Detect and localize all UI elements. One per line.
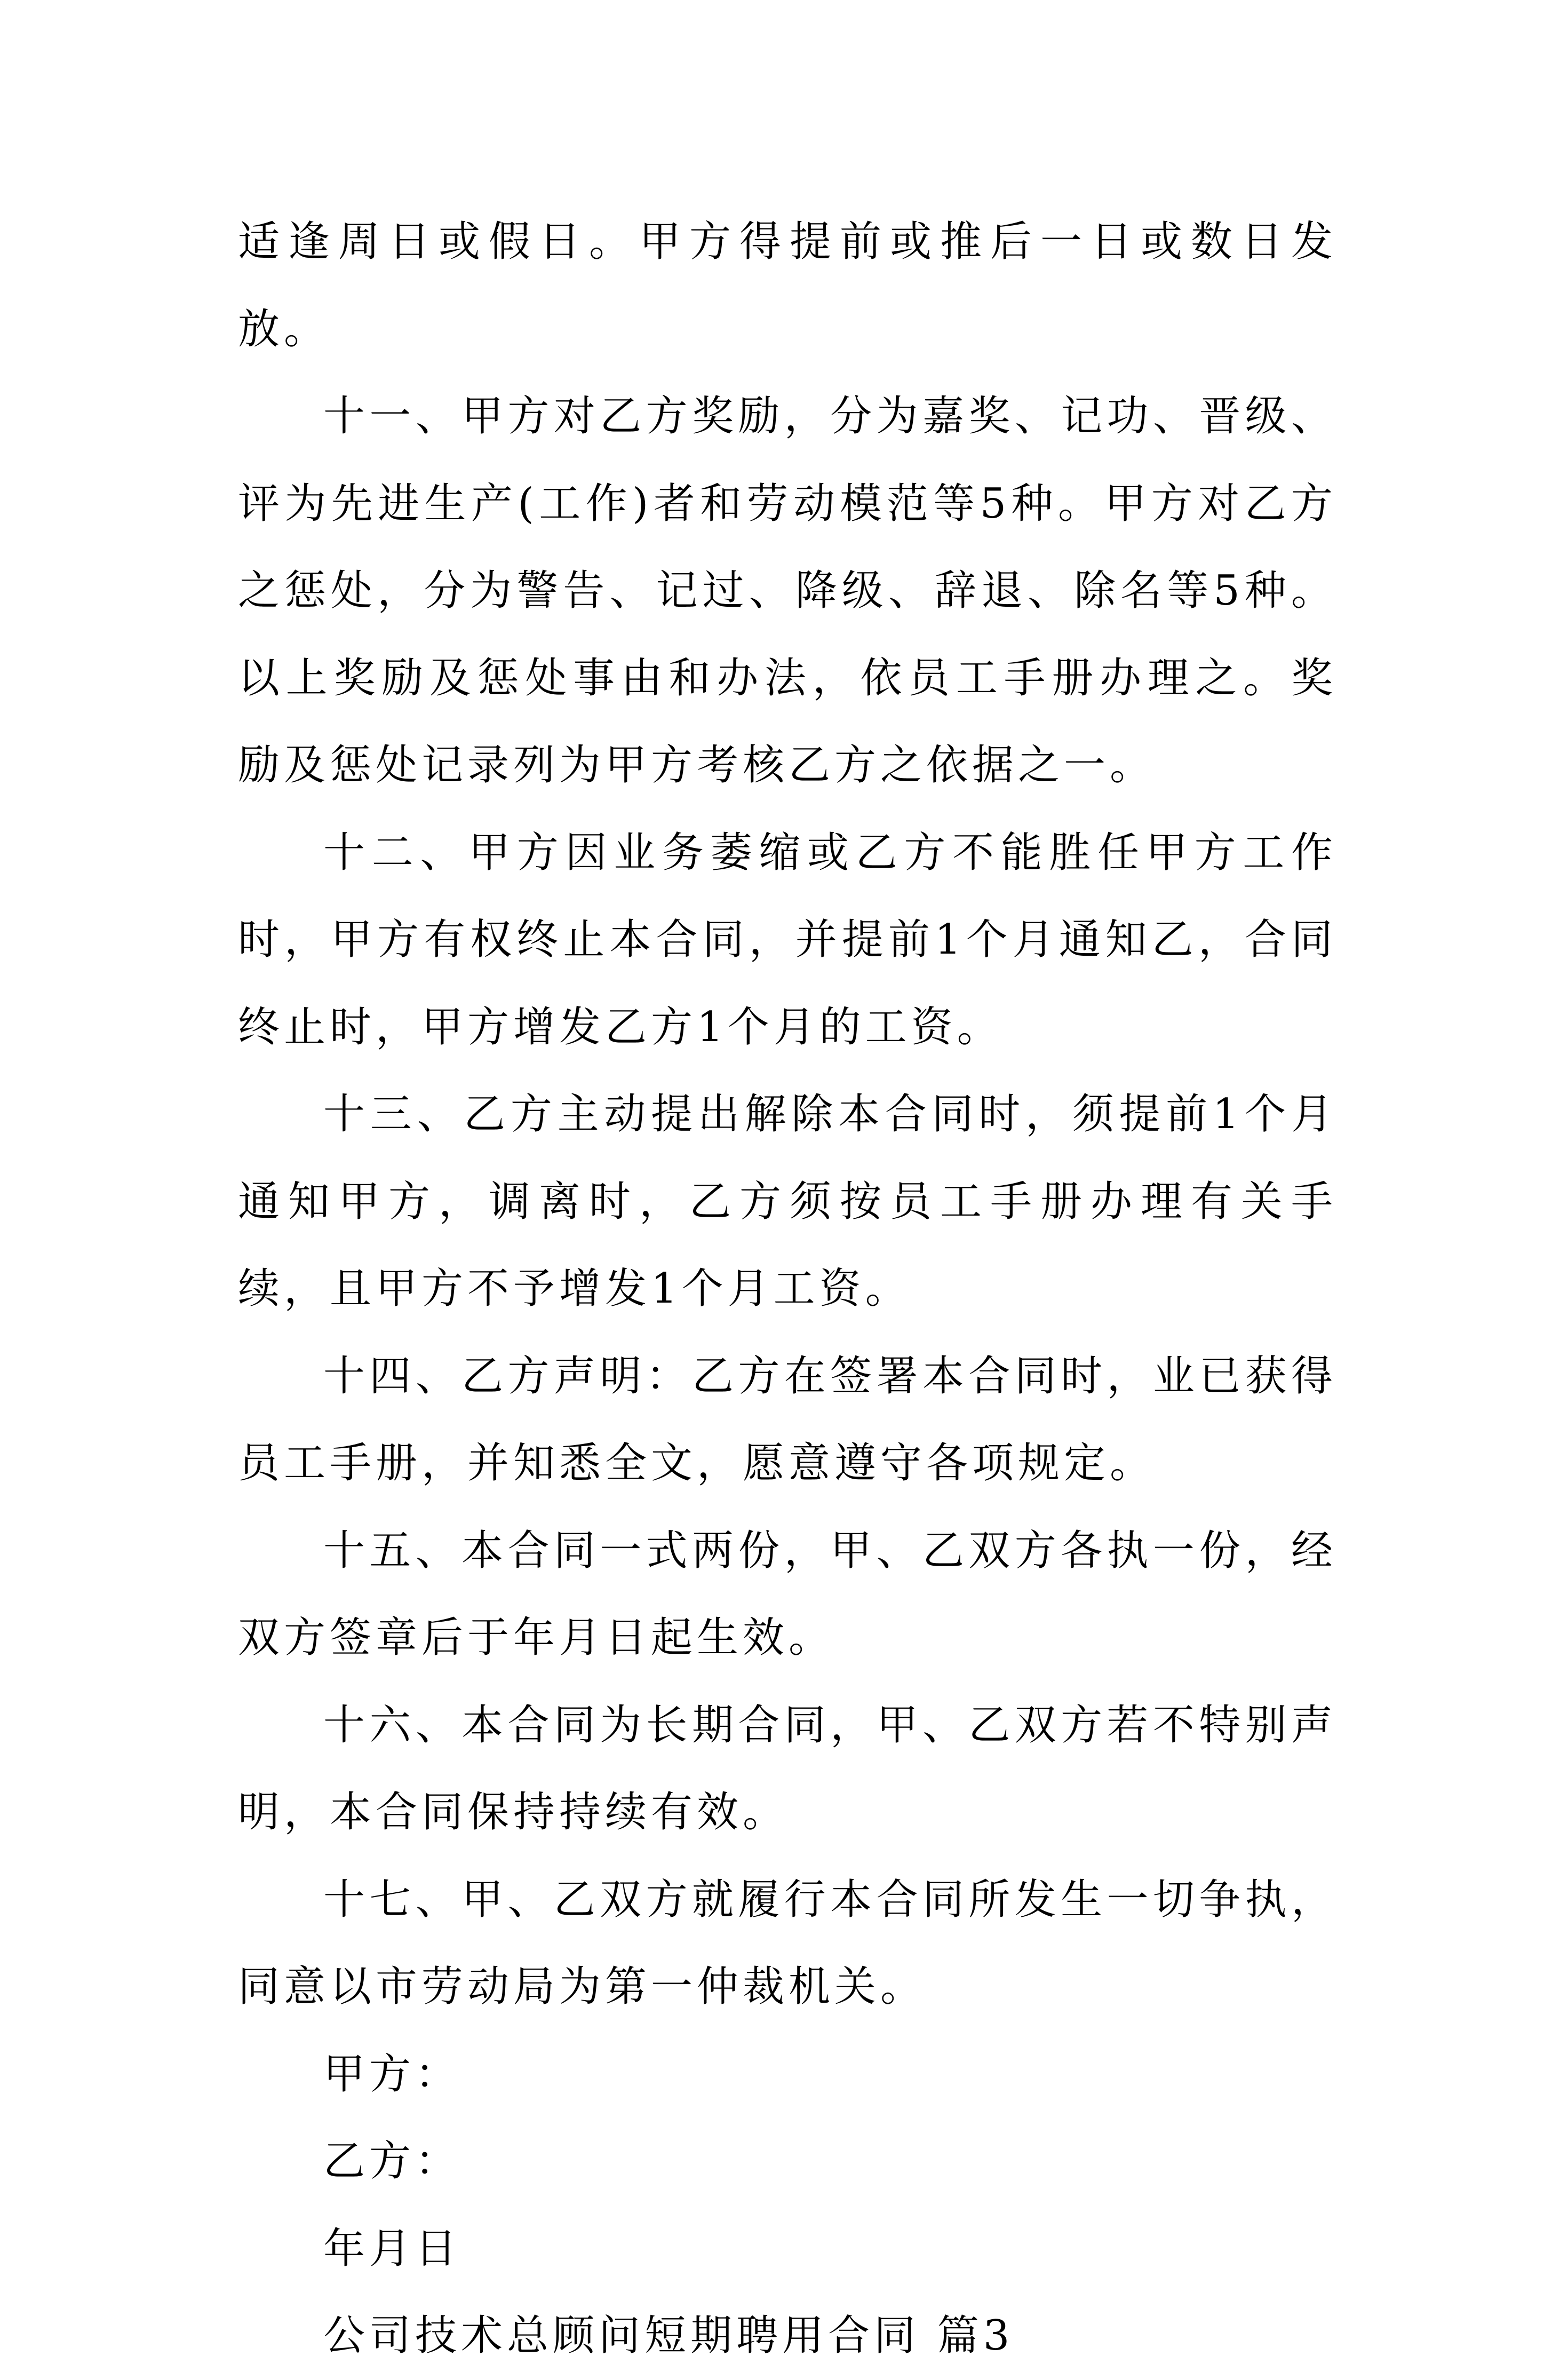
clause-17-arbitration: 十七、甲、乙双方就履行本合同所发生一切争执，同意以市劳动局为第一仲裁机关。 <box>238 1875 1337 2011</box>
signature-party-a: 甲方： <box>323 2050 461 2098</box>
clause-12-termination-by-party-a: 十二、甲方因业务萎缩或乙方不能胜任甲方工作时，甲方有权终止本合同，并提前1个月通知乙，合同终止时，甲方增发乙方1个月的工资。 <box>238 828 1337 1051</box>
document-page <box>238 199 1337 2380</box>
signature-party-b: 乙方： <box>323 2137 461 2185</box>
paragraph-continuation: 适逢周日或假日。甲方得提前或推后一日或数日发放。 <box>238 218 1337 353</box>
next-section-heading: 公司技术总顾问短期聘用合同 篇3 <box>323 2312 1014 2360</box>
signature-date: 年月日 <box>323 2224 461 2273</box>
clause-11-rewards-penalties: 十一、甲方对乙方奖励，分为嘉奖、记功、晋级、评为先进生产(工作)者和劳动模范等5种。甲方对乙方之惩处，分为警告、记过、降级、辞退、除名等5种。以上奖励及惩处事由和办法，依员工手册办理之。奖励及惩处记录列为甲方考核乙方之依据之一。 <box>238 392 1337 789</box>
clause-16-long-term: 十六、本合同为长期合同，甲、乙双方若不特别声明，本合同保持持续有效。 <box>238 1701 1337 1836</box>
clause-15-copies-effective: 十五、本合同一式两份，甲、乙双方各执一份，经双方签章后于年月日起生效。 <box>238 1526 1337 1662</box>
clause-14-declaration: 十四、乙方声明：乙方在签署本合同时，业已获得员工手册，并知悉全文，愿意遵守各项规定。 <box>238 1352 1337 1487</box>
clause-13-termination-by-party-b: 十三、乙方主动提出解除本合同时，须提前1个月通知甲方，调离时，乙方须按员工手册办理有关手续，且甲方不予增发1个月工资。 <box>238 1090 1337 1313</box>
